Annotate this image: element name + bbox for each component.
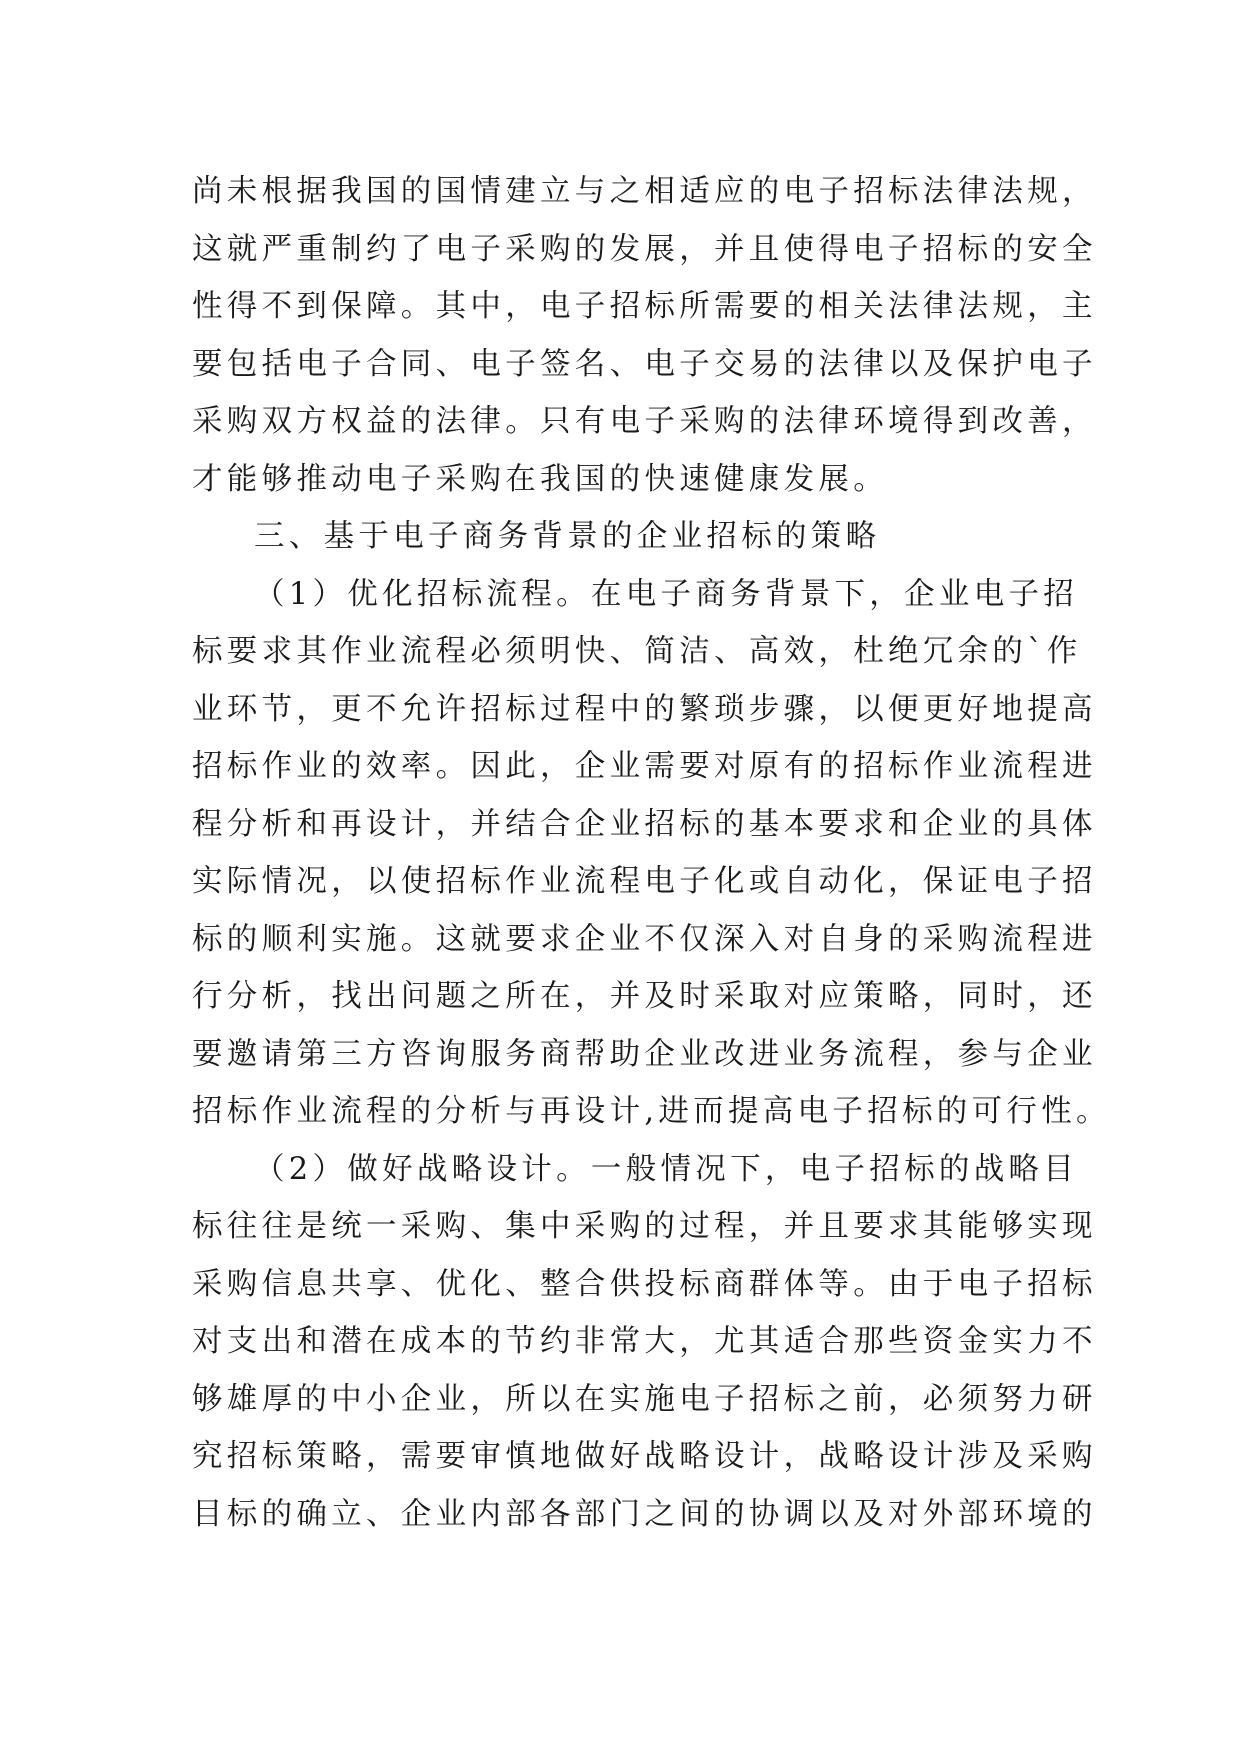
text-line: 要邀请第三方咨询服务商帮助企业改进业务流程，参与企业 <box>192 1036 1097 1072</box>
text-line: 标往往是统一采购、集中采购的过程，并且要求其能够实现 <box>192 1209 1097 1244</box>
paragraph-first-line: （2）做好战略设计。一般情况下，电子招标的战略目 <box>254 1151 1079 1187</box>
text-line: 够雄厚的中小企业，所以在实施电子招标之前，必须努力研 <box>192 1381 1097 1417</box>
text-line: 尚未根据我国的国情建立与之相适应的电子招标法律法规， <box>192 174 1097 209</box>
text-line: 采购双方权益的法律。只有电子采购的法律环境得到改善， <box>192 404 1097 439</box>
text-line: 业环节，更不允许招标过程中的繁琐步骤，以便更好地提高 <box>192 691 1097 727</box>
text-line: 采购信息共享、优化、整合供投标商群体等。由于电子招标 <box>192 1266 1097 1302</box>
text-line: 对支出和潜在成本的节约非常大，尤其适合那些资金实力不 <box>192 1324 1097 1359</box>
paragraph-first-line: （1）优化招标流程。在电子商务背景下，企业电子招 <box>254 576 1079 612</box>
text-line: 标要求其作业流程必须明快、简洁、高效，杜绝冗余的`作 <box>192 634 1082 669</box>
text-line: 性得不到保障。其中，电子招标所需要的相关法律法规，主 <box>192 289 1097 324</box>
text-line: 实际情况，以使招标作业流程电子化或自动化，保证电子招 <box>192 864 1097 899</box>
text-line: 要包括电子合同、电子签名、电子交易的法律以及保护电子 <box>192 346 1097 382</box>
text-line: 行分析，找出问题之所在，并及时采取对应策略，同时，还 <box>192 979 1097 1014</box>
text-line: 标的顺利实施。这就要求企业不仅深入对自身的采购流程进 <box>192 921 1097 957</box>
text-line: 招标作业流程的分析与再设计,进而提高电子招标的可行性。 <box>192 1094 1111 1129</box>
text-line: 目标的确立、企业内部各部门之间的协调以及对外部环境的 <box>192 1496 1097 1532</box>
text-line: 这就严重制约了电子采购的发展，并且使得电子招标的安全 <box>192 231 1097 267</box>
text-line: 招标作业的效率。因此，企业需要对原有的招标作业流程进 <box>192 749 1097 784</box>
text-line: 才能够推动电子采购在我国的快速健康发展。 <box>192 461 888 497</box>
body-text <box>192 163 1111 1543</box>
text-line: 程分析和再设计，并结合企业招标的基本要求和企业的具体 <box>192 806 1097 842</box>
text-line: 究招标策略，需要审慎地做好战略设计，战略设计涉及采购 <box>192 1439 1097 1474</box>
section-heading: 三、基于电子商务背景的企业招标的策略 <box>254 519 881 554</box>
